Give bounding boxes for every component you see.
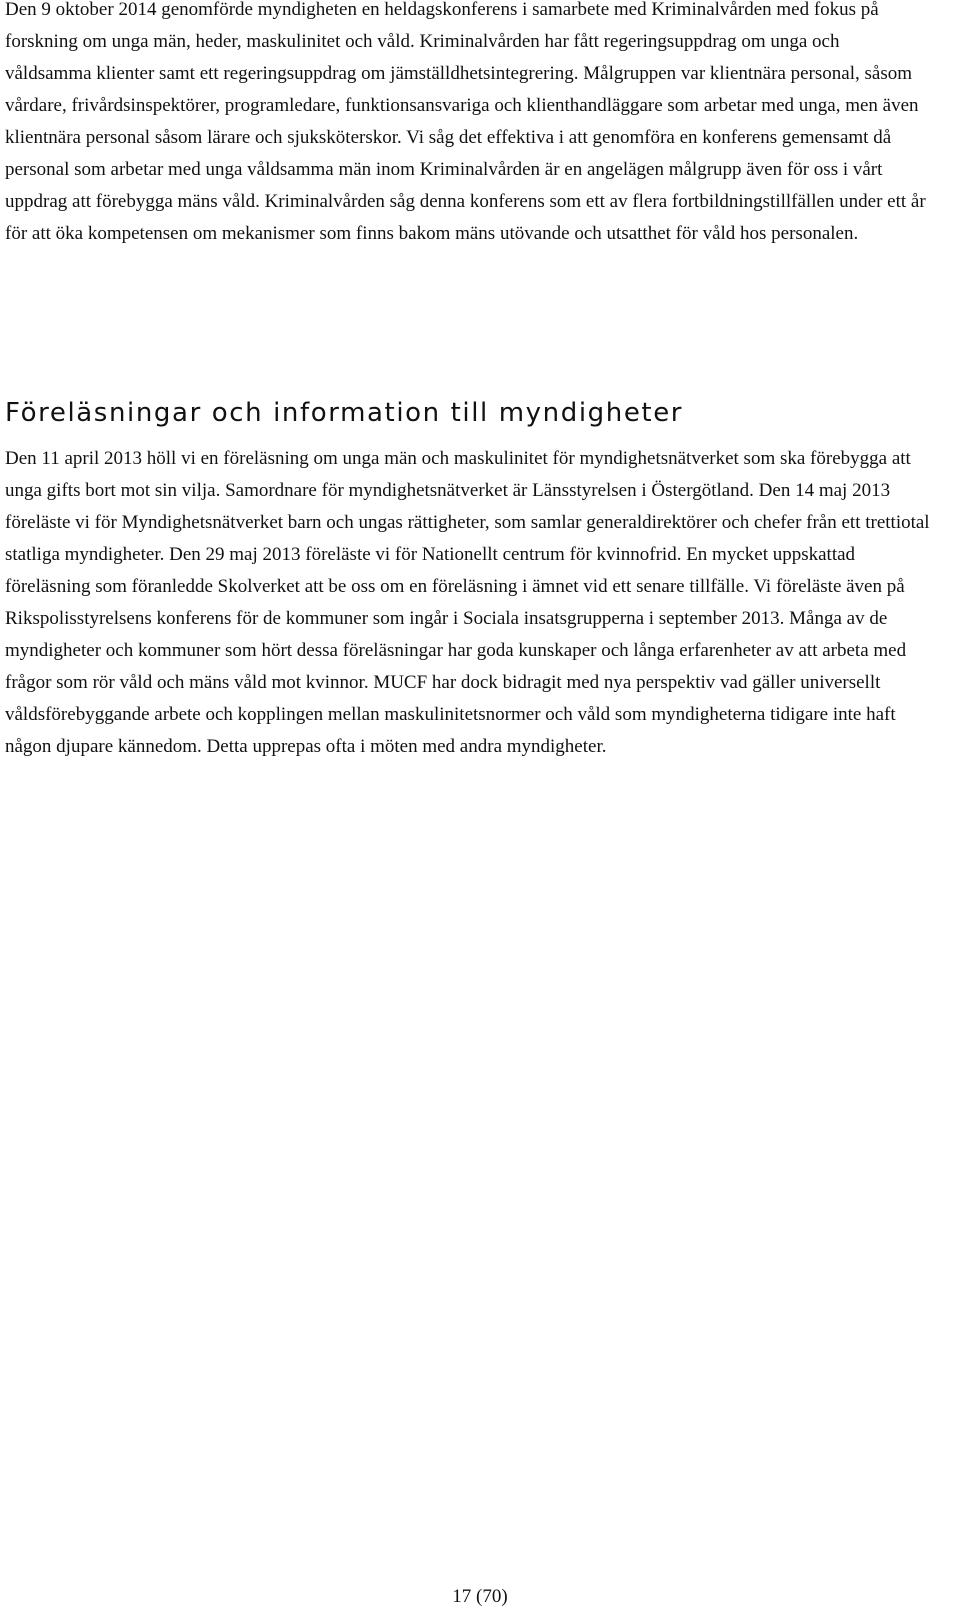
section-heading: Föreläsningar och information till myndigheter [5,398,684,428]
body-paragraph-lectures: Den 11 april 2013 höll vi en föreläsning om unga män och maskulinitet för myndighetsnätverket som ska förebygga att unga gifts bort mot sin vilja. Samordnare för myndighetsnätverket är Länsstyrelsen i Östergötland. Den 14 maj 2013 föreläste vi för Myndighetsnätverket barn och ungas rättigheter, som samlar generaldirektörer och chefer från ett trettiotal statliga myndigheter. Den 29 maj 2013 föreläste vi för Nationellt centrum för kvinnofrid. En mycket uppskattad föreläsning som föranledde Skolverket att be oss om en föreläsning i ämnet vid ett senare tillfälle. Vi föreläste även på Rikspolisstyrelsens konferens för de kommuner som ingår i Sociala insatsgrupperna i september 2013. Många av de myndigheter och kommuner som hört dessa föreläsningar har goda kunskaper och långa erfarenheter av att arbeta med frågor som rör våld och mäns våld mot kvinnor. MUCF har dock bidragit med nya perspektiv vad gäller universellt våldsförebyggande arbete och kopplingen mellan maskulinitetsnormer och våld som myndigheterna tidigare inte haft någon djupare kännedom. Detta upprepas ofta i möten med andra myndigheter. [5,448,930,757]
body-paragraph-conference: Den 9 oktober 2014 genomförde myndigheten en heldagskonferens i samarbete med Kriminalvården med fokus på forskning om unga män, heder, maskulinitet och våld. Kriminalvården har fått regeringsuppdrag om unga och våldsamma klienter samt ett regeringsuppdrag om jämställdhetsintegrering. Målgruppen var klientnära personal, såsom vårdare, frivårdsinspektörer, programledare, funktionsansvariga och klienthandläggare som arbetar med unga, men även klientnära personal såsom lärare och sjuksköterskor. Vi såg det effektiva i att genomföra en konferens gemensamt då personal som arbetar med unga våldsamma män inom Kriminalvården är en angelägen målgrupp även för oss i vårt uppdrag att förebygga mäns våld. Kriminalvården såg denna konferens som ett av flera fortbildningstillfällen under ett år för att öka kompetensen om mekanismer som finns bakom mäns utövande och utsatthet för våld hos personalen. [5,0,926,244]
page-number: 17 (70) [452,1586,508,1607]
